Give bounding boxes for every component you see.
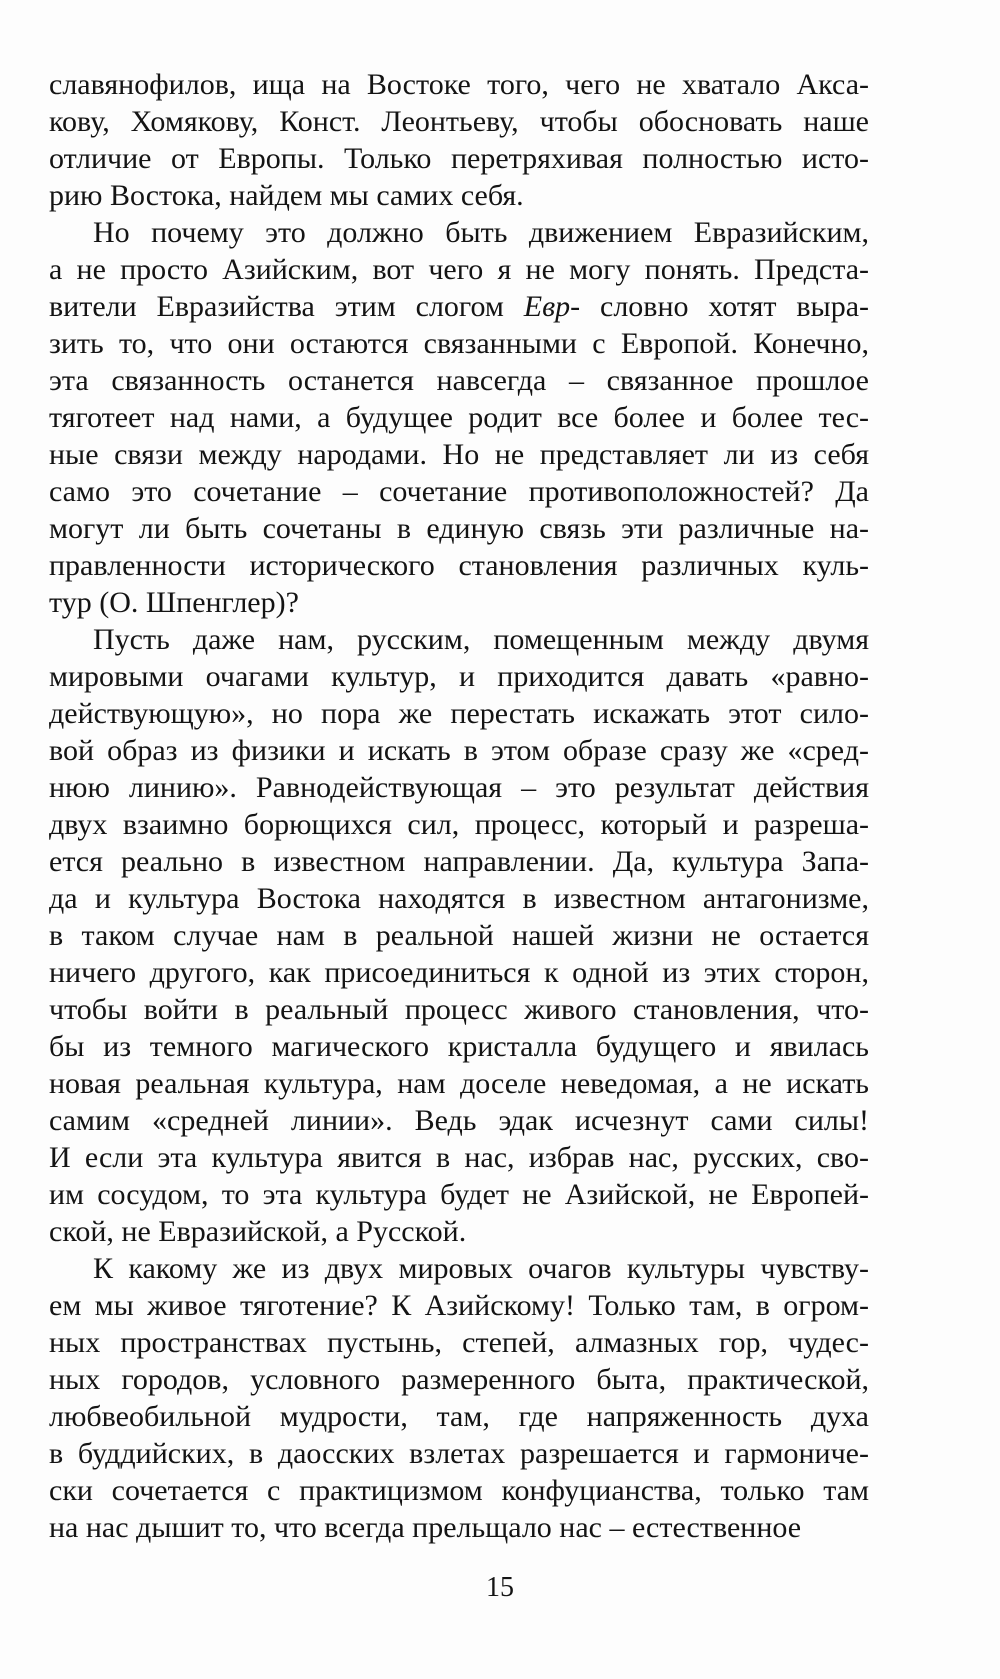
text-line: рию Востока, найдем мы самих себя.: [49, 179, 524, 212]
text-line: само это сочетание – сочетание противоположностей? Да: [49, 475, 869, 508]
paragraph: [49, 66, 869, 214]
text-line: ничего другого, как присоединиться к одной из этих сторон,: [49, 956, 869, 989]
text-line: в таком случае нам в реальной нашей жизни не остается: [49, 919, 869, 952]
text-line: тяготеет над нами, а будущее родит все более и более тес-: [49, 401, 869, 434]
text-line: новая реальная культура, нам доселе неведомая, а не искать: [49, 1067, 869, 1100]
text-line: славянофилов, ища на Востоке того, чего не хватало Акса-: [49, 68, 869, 101]
body-text: [49, 66, 869, 1546]
text-line: ные связи между народами. Но не представляет ли из себя: [49, 438, 869, 471]
text-line: а не просто Азийским, вот чего я не могу понять. Предста-: [49, 253, 869, 286]
text-line: [49, 288, 869, 325]
text-line: двух взаимно борющихся сил, процесс, который и разреша-: [49, 808, 869, 841]
text-line: эта связанность останется навсегда – связанное прошлое: [49, 364, 869, 397]
text-line: нюю линию». Равнодействующая – это результат действия: [49, 771, 869, 804]
text-line: тур (О. Шпенглер)?: [49, 586, 299, 619]
text-line: кову, Хомякову, Конст. Леонтьеву, чтобы обосновать наше: [49, 105, 869, 138]
paragraph: [49, 1250, 869, 1546]
text-line: да и культура Востока находятся в известном антагонизме,: [49, 882, 869, 915]
text-line: зить то, что они остаются связанными с Европой. Конечно,: [49, 327, 869, 360]
text-line: любвеобильной мудрости, там, где напряженность духа: [49, 1400, 869, 1433]
page-number: 15: [486, 1572, 514, 1603]
text-line: ных городов, условного размеренного быта, практической,: [49, 1363, 869, 1396]
italic-text: Евр-: [523, 290, 581, 323]
paragraph: [49, 214, 869, 621]
text-line: в буддийских, в даосских взлетах разрешается и гармониче-: [49, 1437, 869, 1470]
text-line: Пусть даже нам, русским, помещенным между двумя: [93, 623, 869, 656]
text-run: словно хотят выра-: [580, 290, 870, 323]
text-line: чтобы войти в реальный процесс живого становления, что-: [49, 993, 869, 1026]
text-line: могут ли быть сочетаны в единую связь эти различные на-: [49, 512, 869, 545]
text-line: бы из темного магического кристалла будущего и явилась: [49, 1030, 869, 1063]
text-line: на нас дышит то, что всегда прельщало нас – естественное: [49, 1511, 802, 1544]
text-line: им сосудом, то эта культура будет не Азийской, не Европей-: [49, 1178, 869, 1211]
text-line: самим «средней линии». Ведь эдак исчезнут сами силы!: [49, 1104, 869, 1137]
text-run: вители Евразийства этим слогом: [49, 290, 524, 323]
text-line: ски сочетается с практицизмом конфуцианства, только там: [49, 1474, 869, 1507]
text-line: вой образ из физики и искать в этом образе сразу же «сред-: [49, 734, 869, 767]
text-line: действующую», но пора же перестать искажать этот сило-: [49, 697, 869, 730]
text-line: мировыми очагами культур, и приходится давать «равно-: [49, 660, 869, 693]
text-line: Но почему это должно быть движением Евразийским,: [93, 216, 869, 249]
text-line: ется реально в известном направлении. Да, культура Запа-: [49, 845, 869, 878]
text-line: правленности исторического становления различных куль-: [49, 549, 869, 582]
text-line: отличие от Европы. Только перетряхивая полностью исто-: [49, 142, 869, 175]
text-line: К какому же из двух мировых очагов культуры чувству-: [93, 1252, 869, 1285]
paragraph: [49, 621, 869, 1250]
text-line: ных пространствах пустынь, степей, алмазных гор, чудес-: [49, 1326, 869, 1359]
text-line: ем мы живое тяготение? К Азийскому! Только там, в огром-: [49, 1289, 869, 1322]
text-line: И если эта культура явится в нас, избрав нас, русских, сво-: [49, 1141, 869, 1174]
text-line: ской, не Евразийской, а Русской.: [49, 1215, 467, 1248]
